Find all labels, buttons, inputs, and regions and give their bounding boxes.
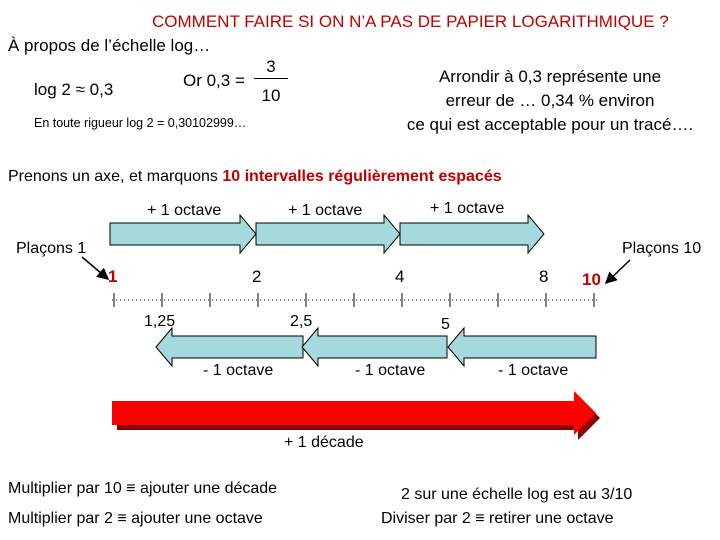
octave-up-label-1: + 1 octave bbox=[147, 202, 222, 219]
octave-up-arrow-1 bbox=[110, 215, 256, 253]
octave-up-label-3: + 1 octave bbox=[430, 200, 505, 217]
rule-divide: Diviser par 2 ≡ retirer une octave bbox=[381, 510, 614, 527]
tick-label-10: 10 bbox=[582, 270, 601, 289]
tick-label-2-5: 2,5 bbox=[290, 313, 313, 330]
tick-label-2: 2 bbox=[252, 267, 262, 286]
rule-octave: Multiplier par 2 ≡ ajouter une octave bbox=[8, 510, 263, 527]
octave-down-label-1: - 1 octave bbox=[203, 362, 274, 379]
octave-down-label-3: - 1 octave bbox=[498, 362, 569, 379]
rounding-line-3: ce qui est acceptable pour un tracé…. bbox=[406, 115, 694, 134]
fraction-numerator: 3 bbox=[266, 57, 276, 76]
tick-label-1-25: 1,25 bbox=[144, 313, 176, 330]
octave-up-label-2: + 1 octave bbox=[288, 202, 363, 219]
axis-intro-highlight: 10 intervalles régulièrement espacés bbox=[222, 168, 502, 185]
rounding-line-1: Arrondir à 0,3 représente une bbox=[438, 67, 662, 86]
pointer-line-right bbox=[606, 260, 630, 283]
place-one-label: Plaçons 1 bbox=[16, 240, 87, 257]
log-axis bbox=[112, 293, 598, 307]
octave-down-arrow-1 bbox=[156, 328, 303, 366]
octave-down-arrow-3 bbox=[448, 328, 596, 366]
tick-label-8: 8 bbox=[539, 267, 549, 286]
tick-label-4: 4 bbox=[395, 267, 405, 286]
place-ten-label: Plaçons 10 bbox=[622, 240, 702, 257]
or-equation: Or 0,3 = bbox=[183, 71, 245, 90]
octave-up-arrow-3 bbox=[400, 215, 544, 253]
rule-decade: Multiplier par 10 ≡ ajouter une décade bbox=[8, 480, 278, 497]
rigour-note: En toute rigueur log 2 = 0,30102999… bbox=[34, 116, 247, 130]
octave-up-arrow-2 bbox=[256, 215, 400, 253]
tick-label-5: 5 bbox=[441, 316, 450, 333]
log-approximation: log 2 ≈ 0,3 bbox=[34, 80, 114, 99]
decade-label: + 1 décade bbox=[284, 434, 364, 451]
rule-log-position: 2 sur une échelle log est au 3/10 bbox=[401, 486, 633, 503]
fraction-denominator: 10 bbox=[261, 86, 281, 105]
octave-down-arrow-2 bbox=[302, 328, 447, 366]
page-title: COMMENT FAIRE SI ON N’A PAS DE PAPIER LOGARITHMIQUE ? bbox=[152, 12, 669, 31]
tick-label-1: 1 bbox=[108, 267, 118, 286]
octave-down-label-2: - 1 octave bbox=[355, 362, 426, 379]
rounding-line-2: erreur de … 0,34 % environ bbox=[445, 91, 655, 110]
pointer-line-left bbox=[82, 257, 108, 279]
subtitle: À propos de l’échelle log… bbox=[8, 36, 211, 55]
axis-intro-text: Prenons un axe, et marquons bbox=[8, 168, 223, 185]
